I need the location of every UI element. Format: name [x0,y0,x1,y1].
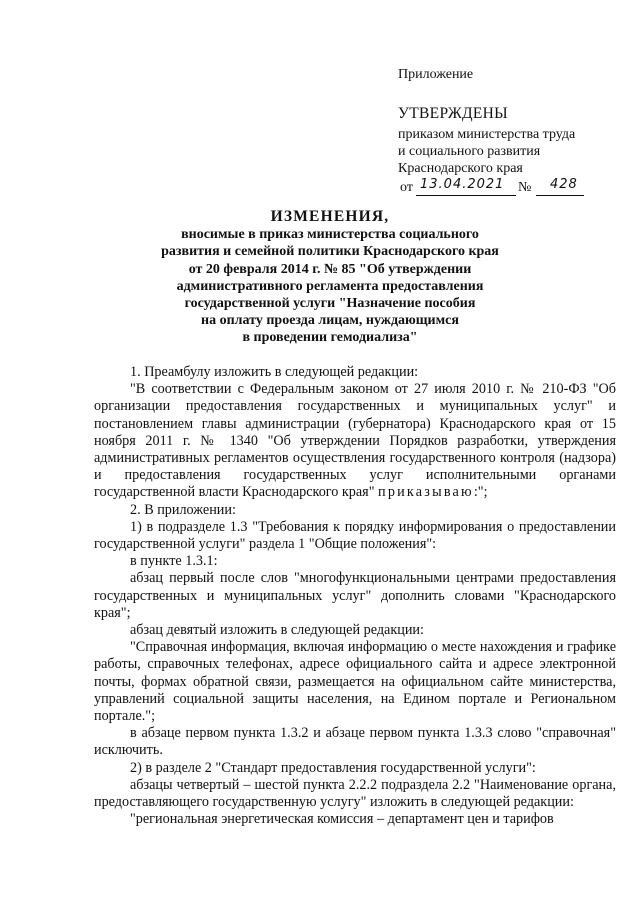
appendix-label: Приложение [398,67,474,82]
approved-heading: УТВЕРЖДЕНЫ [398,105,508,122]
paragraph: в пункте 1.3.1: [130,553,218,570]
paragraph: абзац первый после слов "многофункциональными центрами предоставления государственных и муниципальных услуг" дополнить словами "Краснодарского края"; [94,570,616,621]
approval-line: и социального развития [398,144,541,159]
number-label: № [518,180,532,195]
handwritten-date: 13.04.2021 [420,177,505,192]
approval-block [398,66,628,198]
title-line: от 20 февраля 2014 г. № 85 "Об утверждении [188,261,472,277]
title-line: на оплату проезда лицам, нуждающимся [201,313,459,329]
paragraph: абзац девятый изложить в следующей редакции: [130,622,424,639]
paragraph: 2) в разделе 2 "Стандарт предоставления государственной услуги": [130,759,536,776]
paragraph: 1. Преамбулу изложить в следующей редакции: [130,364,419,380]
paragraph: в абзаце первом пункта 1.3.2 и абзаце первом пункта 1.3.3 слово "справочная" исключить. [94,725,616,759]
handwritten-number: 428 [550,177,578,192]
from-label: от [400,180,413,195]
approval-line: Краснодарского края [398,161,523,176]
title-line: государственной услуги "Назначение пособия [184,296,476,312]
title-main: ИЗМЕНЕНИЯ, [270,208,390,225]
paragraph: "Справочная информация, включая информацию о месте нахождения и графике работы, справочных телефонах, адресе официального сайта и адресе электронной почты, формах обратной связи, размещается на официальном сайте министерства, управлений социальной защиты населения, на Едином портале и Региональном портале."; [94,639,616,725]
paragraph: абзацы четвертый – шестой пункта 2.2.2 подраздела 2.2 "Наименование органа, предоставляющего государственную услугу" изложить в следующей редакции: [94,776,616,811]
preamble-end: :"; [473,484,488,501]
preamble-text: "В соответствии с Федеральным законом от 27 июля 2010 г. № 210-ФЗ "Об организации предоставления государственных и муниципальных услуг" и постановлением главы администрации (губернатора) Краснодарского края от 15 ноября 2011 г. № 1340 "Об утверждении Порядков разработки, утверждения административных регламентов осуществления государственного контроля (надзора) и предоставления государственных услуг исполнительными органами государственной власти Краснодарского края" [94,381,616,501]
title-line: административного регламента предоставления [176,278,484,294]
paragraph: 1) в подразделе 1.3 "Требования к порядку информирования о предоставлении государственной услуги" раздела 1 "Общие положения": [94,518,616,553]
preamble-spaced-word: приказываю [378,484,474,501]
title-line: развития и семейной политики Краснодарского края [161,244,499,260]
document-body [94,364,616,828]
paragraph: "региональная энергетическая комиссия – департамент цен и тарифов [130,811,554,828]
title-line: в проведении гемодиализа" [242,330,418,346]
paragraph [94,381,616,501]
document-title [100,208,560,347]
paragraph: 2. В приложении: [130,501,236,518]
date-underline [416,195,516,196]
number-underline [536,195,584,196]
title-line: вносимые в приказ министерства социального [181,227,479,243]
approval-line: приказом министерства труда [398,127,576,142]
order-date-number-row [398,178,628,198]
